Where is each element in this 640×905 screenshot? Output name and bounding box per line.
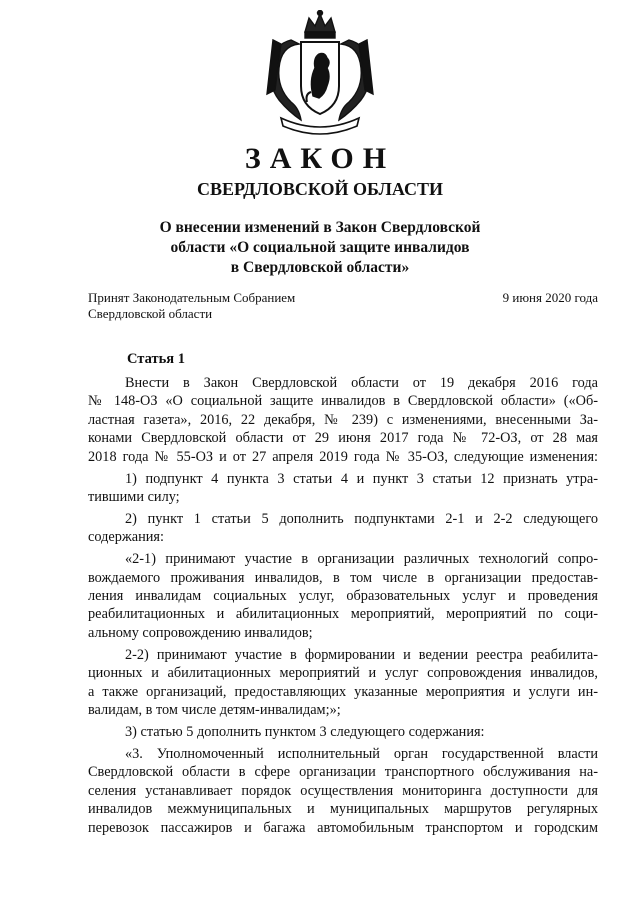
text-line: 2-2) принимают участие в формировании и ведении реестра реабилита- [125, 646, 598, 663]
adoption-date: 9 июня 2020 года [502, 290, 598, 305]
paragraph [88, 510, 598, 547]
text-line: 2) пункт 1 статьи 5 дополнить подпунктами 2-1 и 2-2 следующего [125, 510, 598, 527]
text-line: конами Свердловской области от 29 июня 2017 года № 72-ОЗ, от 28 мая [88, 430, 598, 447]
paragraph [88, 646, 598, 720]
adoption-body [88, 290, 295, 322]
paragraph [88, 470, 598, 507]
adoption-body-line: Свердловской области [88, 306, 213, 321]
text-line: перевозок пассажиров и багажа автомобильным транспортом и городским [88, 819, 598, 836]
text-line: вождаемого проживания инвалидов, в том числе в организации предостав- [88, 569, 598, 586]
text-line: «2-1) принимают участие в организации различных технологий сопро- [125, 551, 598, 568]
text-line: валидам, в том числе детям-инвалидам;»; [88, 702, 341, 719]
text-line: а также организаций, предоставляющих указанные мероприятия и услуги ин- [88, 683, 598, 700]
adoption-body-line: Принят Законодательным Собранием [88, 290, 296, 305]
text-line: Свердловской области в сфере организации транспортного обслуживания на- [88, 764, 598, 781]
paragraph [88, 745, 598, 837]
text-line: тившими силу; [88, 488, 180, 505]
document-subject-line: области «О социальной защите инвалидов [170, 239, 470, 256]
document-title: ЗАКОН [244, 142, 396, 175]
text-line: реабилитационных и абилитационных мероприятий, мероприятий по соци- [88, 606, 598, 623]
text-line: содержания: [88, 529, 164, 546]
text-line: 1) подпункт 4 пункта 3 статьи 4 и пункт 3 статьи 12 признать утра- [125, 470, 598, 487]
text-line: ционных и абилитационных мероприятий и услуг сопровождения инвалидов, [88, 665, 598, 682]
text-line: 2018 года № 55-ОЗ и от 27 апреля 2019 года № 35-ОЗ, следующие изменения: [88, 448, 598, 465]
text-line: «3. Уполномоченный исполнительный орган государственной власти [125, 745, 598, 762]
text-line: Внести в Закон Свердловской области от 19 декабря 2016 года [125, 375, 598, 391]
text-line: селения устанавливает порядок осуществления мониторинга доступности для [88, 782, 598, 799]
text-line: альному сопровождению инвалидов; [88, 624, 313, 641]
paragraph [88, 723, 598, 741]
coat-of-arms-sverdlovsk-icon [261, 10, 379, 136]
article-body [88, 374, 598, 837]
article-heading: Статья 1 [127, 351, 185, 367]
text-line: инвалидов межмуниципальных и муниципальных маршрутов регулярных [88, 801, 598, 818]
text-line: 3) статью 5 дополнить пунктом 3 следующего содержания: [125, 724, 485, 740]
text-line: № 148-ОЗ «О социальной защите инвалидов в Свердловской области» («Об- [88, 393, 598, 410]
paragraph [88, 374, 598, 466]
text-line: ления инвалидам социальных услуг, образовательных услуг и проведения [88, 588, 598, 605]
document-subject-line: в Свердловской области» [230, 259, 410, 276]
document-subject [110, 218, 530, 278]
document-region: СВЕРДЛОВСКОЙ ОБЛАСТИ [197, 179, 443, 199]
paragraph [88, 550, 598, 642]
document-subject-line: О внесении изменений в Закон Свердловской [159, 219, 481, 236]
text-line: ластная газета», 2016, 22 декабря, № 239) с изменениями, внесенными За- [88, 411, 598, 428]
